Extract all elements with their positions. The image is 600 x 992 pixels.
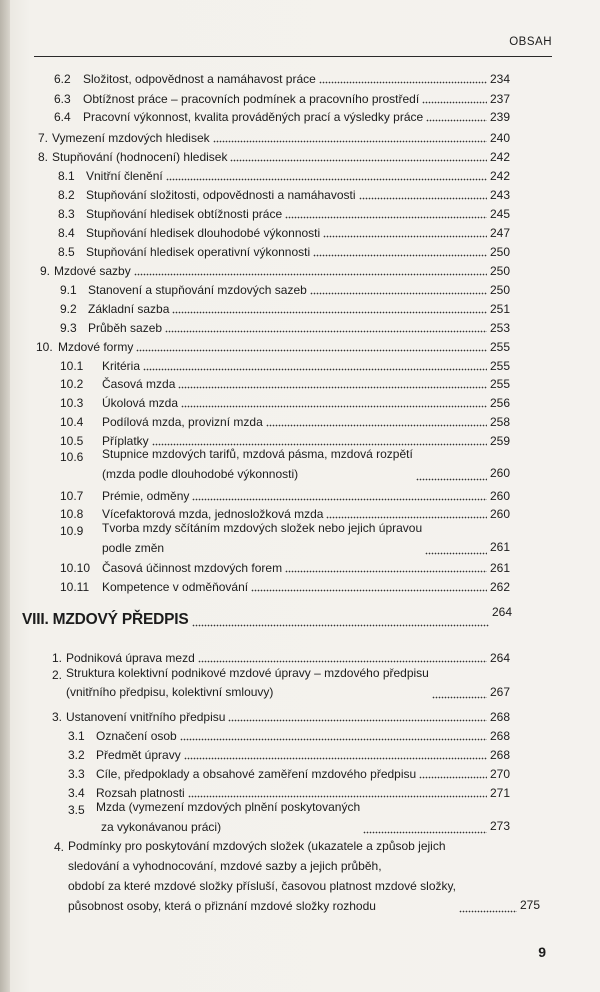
entry-number: 10.10 bbox=[60, 561, 91, 575]
entry-number: 9.1 bbox=[60, 283, 77, 297]
running-header: OBSAH bbox=[509, 36, 552, 48]
entry-number: 9. bbox=[40, 264, 51, 278]
toc-entry[interactable] bbox=[0, 377, 510, 392]
entry-title: Předmět úpravy bbox=[96, 748, 181, 762]
toc-entry[interactable] bbox=[0, 226, 510, 241]
dot-leader bbox=[184, 750, 487, 760]
entry-page: 260 bbox=[489, 507, 510, 521]
dot-leader bbox=[426, 112, 487, 122]
entry-title: Příplatky bbox=[102, 434, 149, 448]
dot-leader bbox=[323, 228, 487, 238]
entry-title: Průběh sazeb bbox=[88, 321, 163, 335]
entry-page: 268 bbox=[489, 729, 510, 743]
entry-title: Kritéria bbox=[102, 359, 141, 373]
toc-entry[interactable] bbox=[0, 748, 510, 763]
toc-entry[interactable] bbox=[0, 110, 510, 125]
toc-entry[interactable] bbox=[0, 664, 510, 702]
entry-title: Ustanovení vnitřního předpisu bbox=[66, 710, 226, 724]
entry-page: 239 bbox=[489, 110, 510, 124]
entry-page: 270 bbox=[489, 767, 510, 781]
entry-title: Úkolová mzda bbox=[102, 396, 179, 410]
entry-title-line: Mzda (vymezení mzdových plnění poskytovaných bbox=[96, 800, 361, 814]
entry-number: 10.6 bbox=[60, 450, 84, 464]
entry-title: Rozsah platnosti bbox=[96, 786, 185, 800]
entry-page: 259 bbox=[489, 434, 510, 448]
entry-title-line: Struktura kolektivní podnikové mzdové úpravy – mzdového předpisu bbox=[66, 666, 429, 680]
toc-entry[interactable] bbox=[0, 131, 510, 146]
dot-leader bbox=[285, 563, 487, 573]
dot-leader bbox=[180, 731, 487, 741]
entry-number: 7. bbox=[38, 131, 49, 145]
dot-leader bbox=[359, 190, 487, 200]
entry-number: 8. bbox=[38, 150, 49, 164]
toc-entry[interactable] bbox=[0, 207, 510, 222]
dot-leader bbox=[198, 653, 487, 663]
entry-title bbox=[102, 444, 413, 484]
dot-leader bbox=[266, 417, 487, 427]
entry-title: Stanovení a stupňování mzdových sazeb bbox=[88, 283, 307, 297]
dot-leader bbox=[251, 582, 487, 592]
dot-leader bbox=[178, 379, 487, 389]
entry-title: Obtížnost práce – pracovních podmínek a pracovního prostředí bbox=[83, 92, 420, 106]
entry-number: 10.3 bbox=[60, 396, 84, 410]
entry-page: 255 bbox=[489, 340, 510, 354]
dot-leader bbox=[363, 824, 487, 834]
entry-page: 250 bbox=[489, 283, 510, 297]
entry-number: 8.4 bbox=[58, 226, 75, 240]
dot-leader bbox=[230, 152, 487, 162]
entry-title: Podniková úprava mezd bbox=[66, 651, 195, 665]
entry-number: 6.3 bbox=[54, 92, 71, 106]
chapter-title: VIII. MZDOVÝ PŘEDPIS bbox=[22, 611, 189, 628]
toc-entry[interactable] bbox=[0, 302, 510, 317]
toc-entry[interactable] bbox=[0, 767, 510, 782]
entry-title: Časová účinnost mzdových forem bbox=[102, 561, 283, 575]
entry-page: 264 bbox=[489, 651, 510, 665]
chapter-entry[interactable] bbox=[0, 605, 512, 629]
dot-leader bbox=[134, 266, 487, 276]
entry-number: 10.7 bbox=[60, 489, 84, 503]
dot-leader bbox=[213, 133, 487, 143]
entry-title bbox=[96, 797, 360, 837]
dot-leader bbox=[419, 769, 487, 779]
entry-title: Cíle, předpoklady a obsahové zaměření mzdového předpisu bbox=[96, 767, 417, 781]
dot-leader bbox=[172, 304, 487, 314]
entry-page: 273 bbox=[489, 819, 510, 833]
toc-entry[interactable] bbox=[0, 321, 510, 336]
entry-page: 251 bbox=[489, 302, 510, 316]
toc-entry[interactable] bbox=[0, 710, 510, 725]
entry-number: 9.2 bbox=[60, 302, 77, 316]
entry-number: 10.1 bbox=[60, 359, 84, 373]
dot-leader bbox=[459, 903, 517, 913]
entry-number: 9.3 bbox=[60, 321, 77, 335]
toc-entry[interactable] bbox=[0, 340, 510, 355]
entry-page: 243 bbox=[489, 188, 510, 202]
entry-page: 255 bbox=[489, 359, 510, 373]
toc-entry[interactable] bbox=[0, 188, 510, 203]
dot-leader bbox=[319, 74, 487, 84]
entry-page: 256 bbox=[489, 396, 510, 410]
entry-number: 1. bbox=[52, 651, 63, 665]
entry-number: 6.2 bbox=[54, 72, 71, 86]
dot-leader bbox=[416, 471, 487, 481]
entry-number: 10.2 bbox=[60, 377, 84, 391]
entry-number: 10.11 bbox=[60, 580, 90, 594]
entry-number: 2. bbox=[52, 668, 63, 682]
dot-leader bbox=[181, 398, 487, 408]
entry-number: 3.3 bbox=[68, 767, 85, 781]
toc-entry[interactable] bbox=[0, 444, 510, 484]
dot-leader bbox=[192, 491, 487, 501]
toc-entry[interactable] bbox=[0, 580, 510, 595]
entry-title: Kompetence v odměňování bbox=[102, 580, 249, 594]
entry-title: Prémie, odměny bbox=[102, 489, 190, 503]
entry-title bbox=[66, 664, 429, 702]
entry-page: 240 bbox=[489, 131, 510, 145]
entry-page: 255 bbox=[489, 377, 510, 391]
toc-entry[interactable] bbox=[0, 264, 510, 279]
dot-leader bbox=[136, 342, 487, 352]
toc-entry[interactable] bbox=[0, 283, 510, 298]
entry-page: 242 bbox=[489, 169, 510, 183]
entry-page: 242 bbox=[489, 150, 510, 164]
header-rule bbox=[34, 56, 552, 57]
entry-title: Označení osob bbox=[96, 729, 177, 743]
entry-number: 10.8 bbox=[60, 507, 84, 521]
toc-entry[interactable] bbox=[0, 245, 510, 260]
entry-number: 10. bbox=[36, 340, 53, 354]
entry-number: 10.9 bbox=[60, 524, 84, 538]
entry-title-line: (mzda podle dlouhodobé výkonnosti) bbox=[102, 467, 299, 481]
entry-number: 4. bbox=[54, 840, 65, 854]
entry-title-line: podle změn bbox=[102, 541, 165, 555]
entry-page: 234 bbox=[489, 72, 510, 86]
dot-leader bbox=[422, 94, 487, 104]
dot-leader bbox=[310, 285, 487, 295]
dot-leader bbox=[165, 323, 487, 333]
entry-title-line: (vnitřního předpisu, kolektivní smlouvy) bbox=[66, 685, 274, 699]
toc-entry[interactable] bbox=[0, 359, 510, 374]
entry-title-line: Podmínky pro poskytování mzdových složek (ukazatele a způsob jejich bbox=[68, 839, 446, 853]
entry-title-line: působnost osoby, která o přiznání mzdové složky rozhodu bbox=[68, 899, 376, 913]
entry-title: Mzdové formy bbox=[58, 340, 134, 354]
toc-entry[interactable] bbox=[0, 415, 510, 430]
toc-entry[interactable] bbox=[0, 396, 510, 411]
entry-page: 260 bbox=[489, 489, 510, 503]
entry-title bbox=[102, 518, 422, 558]
entry-page: 250 bbox=[489, 264, 510, 278]
entry-page: 261 bbox=[489, 540, 510, 554]
toc-entry[interactable] bbox=[0, 561, 510, 576]
entry-number: 10.5 bbox=[60, 434, 84, 448]
entry-page: 262 bbox=[489, 580, 510, 594]
entry-page: 268 bbox=[489, 748, 510, 762]
chapter-page: 264 bbox=[491, 605, 512, 619]
entry-number: 3.4 bbox=[68, 786, 85, 800]
entry-title: Podílová mzda, provizní mzda bbox=[102, 415, 263, 429]
entry-title bbox=[68, 836, 456, 916]
entry-title: Vícefaktorová mzda, jednosložková mzda bbox=[102, 507, 324, 521]
entry-number: 8.5 bbox=[58, 245, 75, 259]
entry-title: Základní sazba bbox=[88, 302, 170, 316]
entry-number: 3.1 bbox=[68, 729, 85, 743]
entry-page: 275 bbox=[519, 898, 540, 912]
entry-number: 8.1 bbox=[58, 169, 75, 183]
entry-title: Pracovní výkonnost, kvalita prováděných prací a výsledky práce bbox=[83, 110, 424, 124]
toc-entry[interactable] bbox=[0, 92, 510, 107]
toc-entry[interactable] bbox=[0, 729, 510, 744]
entry-page: 245 bbox=[489, 207, 510, 221]
entry-page: 258 bbox=[489, 415, 510, 429]
entry-title: Mzdové sazby bbox=[54, 264, 131, 278]
entry-page: 261 bbox=[489, 561, 510, 575]
entry-number: 3.5 bbox=[68, 803, 85, 817]
entry-number: 8.2 bbox=[58, 188, 75, 202]
dot-leader bbox=[143, 361, 487, 371]
entry-number: 6.4 bbox=[54, 110, 71, 124]
entry-title: Složitost, odpovědnost a namáhavost práce bbox=[83, 72, 316, 86]
entry-title: Stupňování hledisek obtížnosti práce bbox=[86, 207, 283, 221]
entry-title: Stupňování hledisek operativní výkonnosti bbox=[86, 245, 311, 259]
entry-title-line: Stupnice mzdových tarifů, mzdová pásma, mzdová rozpětí bbox=[102, 447, 413, 461]
entry-page: 268 bbox=[489, 710, 510, 724]
toc-entry[interactable] bbox=[0, 518, 510, 558]
toc-entry[interactable] bbox=[0, 797, 510, 837]
page-number: 9 bbox=[538, 944, 546, 960]
toc-entry[interactable] bbox=[0, 836, 540, 916]
entry-number: 3. bbox=[52, 710, 63, 724]
entry-number: 8.3 bbox=[58, 207, 75, 221]
entry-title: Stupňování hledisek dlouhodobé výkonnosti bbox=[86, 226, 321, 240]
dot-leader bbox=[166, 171, 487, 181]
dot-leader bbox=[432, 689, 487, 699]
entry-page: 260 bbox=[489, 466, 510, 480]
toc-entry[interactable] bbox=[0, 72, 510, 87]
dot-leader bbox=[425, 545, 487, 555]
entry-title: Vnitřní členění bbox=[86, 169, 163, 183]
entry-title-line: sledování a vyhodnocování, mzdové sazby a jejich průběh, bbox=[68, 859, 382, 873]
entry-page: 253 bbox=[489, 321, 510, 335]
toc-entry[interactable] bbox=[0, 150, 510, 165]
entry-number: 10.4 bbox=[60, 415, 84, 429]
entry-page: 237 bbox=[489, 92, 510, 106]
dot-leader bbox=[285, 209, 487, 219]
dot-leader bbox=[192, 617, 489, 627]
entry-page: 271 bbox=[489, 786, 510, 800]
entry-title: Stupňování (hodnocení) hledisek bbox=[52, 150, 228, 164]
toc-entry[interactable] bbox=[0, 489, 510, 504]
entry-title: Časová mzda bbox=[102, 377, 176, 391]
entry-title: Stupňování složitosti, odpovědnosti a namáhavosti bbox=[86, 188, 356, 202]
entry-page: 250 bbox=[489, 245, 510, 259]
entry-title: Vymezení mzdových hledisek bbox=[52, 131, 210, 145]
entry-number: 3.2 bbox=[68, 748, 85, 762]
entry-page: 267 bbox=[489, 685, 510, 699]
toc-entry[interactable] bbox=[0, 169, 510, 184]
entry-page: 247 bbox=[489, 226, 510, 240]
dot-leader bbox=[228, 712, 487, 722]
entry-title-line: období za které mzdové složky přísluší, časovou platnost mzdové složky, bbox=[68, 879, 456, 893]
dot-leader bbox=[313, 247, 487, 257]
entry-title-line: Tvorba mzdy sčítáním mzdových složek nebo jejich úpravou bbox=[102, 521, 423, 535]
entry-title-line: za vykonávanou práci) bbox=[101, 820, 222, 834]
